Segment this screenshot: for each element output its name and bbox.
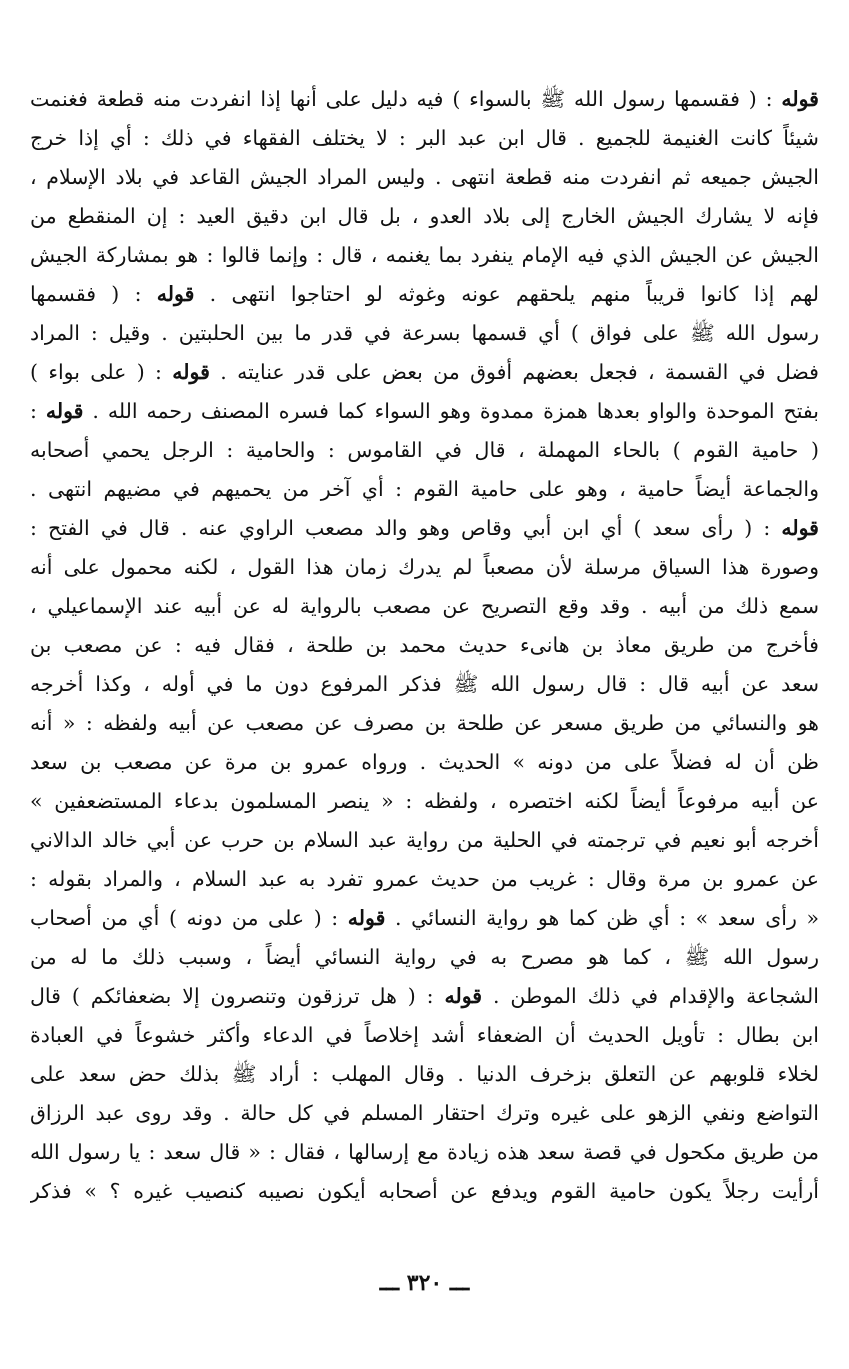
text-segment: عن أبيه مرفوعاً أيضاً لكنه اختصره ، ولفظه : « ينصر المسلمون بدعاء المستضعفين » [30, 789, 819, 813]
text-segment: فضل في القسمة ، فجعل بعضهم أفوق من بعض على قدر عنايته . [209, 360, 819, 384]
text-line [30, 1133, 819, 1172]
text-segment: من طريق مكحول في قصة سعد هذه زيادة مع إرسالها ، فقال : « قال سعد : يا رسول الله [30, 1140, 819, 1164]
text-line [30, 470, 819, 509]
text-segment: : ( رأى سعد ) أي ابن أبي وقاص وهو والد مصعب الراوي عنه . قال في الفتح : [30, 516, 782, 540]
text-line [30, 821, 819, 860]
text-line [30, 1055, 819, 1094]
text-line [30, 626, 819, 665]
text-segment: لهم إذا كانوا قريباً منهم يلحقهم عونه وغوثه لو احتاجوا انتهى . [194, 282, 819, 306]
text-line [30, 119, 819, 158]
text-line [30, 431, 819, 470]
text-segment: ظن أن له فضلاً على من دونه » الحديث . ورواه عمرو بن مرة عن مصعب بن سعد [30, 750, 819, 774]
text-segment: : ( على بواء ) [30, 360, 173, 384]
text-line [30, 197, 819, 236]
text-line [30, 158, 819, 197]
text-line [30, 782, 819, 821]
text-line [30, 392, 819, 431]
text-segment: ابن بطال : تأويل الحديث أن الضعفاء أشد إخلاصاً في الدعاء وأكثر خشوعاً في العبادة [30, 1023, 819, 1047]
text-segment: ( حامية القوم ) بالحاء المهملة ، قال في القاموس : والحامية : الرجل يحمي أصحابه [30, 438, 819, 462]
text-segment: رسول الله ﷺ على فواق ) أي قسمها بسرعة في قدر ما بين الحلبتين . وقيل : المراد [30, 321, 819, 345]
keyword-qawluhu: قوله [156, 282, 195, 306]
text-line [30, 1016, 819, 1055]
text-line [30, 665, 819, 704]
text-segment: سعد عن أبيه قال : قال رسول الله ﷺ فذكر المرفوع دون ما في أوله ، وكذا أخرجه [30, 672, 819, 696]
text-line [30, 80, 819, 119]
text-segment: رسول الله ﷺ ، كما هو مصرح به في رواية النسائي أيضاً ، وسبب ذلك ما له من [30, 945, 819, 969]
text-line [30, 509, 819, 548]
text-segment: « رأى سعد » : أي ظن كما هو رواية النسائي . [385, 906, 819, 930]
text-segment: أرأيت رجلاً يكون حامية القوم ويدفع عن أصحابه أيكون نصيبه كنصيب غيره ؟ » فذكر [30, 1179, 819, 1203]
text-line [30, 977, 819, 1016]
text-line [30, 860, 819, 899]
text-segment: فإنه لا يشارك الجيش الخارج إلى بلاد العدو ، بل قال ابن دقيق العيد : إن المنقطع من [30, 204, 819, 228]
keyword-qawluhu: قوله [347, 906, 386, 930]
text-line [30, 353, 819, 392]
text-line [30, 275, 819, 314]
text-segment: عن عمرو بن مرة وقال : غريب من حديث عمرو تفرد به عبد السلام ، والمراد بقوله : [30, 867, 819, 891]
text-segment: شيئاً كانت الغنيمة للجميع . قال ابن عبد البر : لا يختلف الفقهاء في ذلك : أي إذا خرج [30, 126, 819, 150]
text-segment: فأخرج من طريق معاذ بن هانىء حديث محمد بن طلحة ، فقال فيه : عن مصعب بن [30, 633, 819, 657]
text-line [30, 548, 819, 587]
text-segment: الجيش عن الجيش الذي فيه الإمام ينفرد بما يغنمه ، قال : وإنما قالوا : هو بمشاركة الجيش [30, 243, 819, 267]
body-text [30, 80, 819, 1211]
text-segment: : ( فقسمها رسول الله ﷺ بالسواء ) فيه دليل على أنها إذا انفردت منه قطعة فغنمت [30, 87, 782, 111]
text-segment: بفتح الموحدة والواو بعدها همزة ممدوة وهو السواء كما فسره المصنف رحمه الله . [83, 399, 819, 423]
text-line [30, 587, 819, 626]
page-number: ـــ ٣٢٠ ـــ [379, 1270, 470, 1296]
text-segment: هو والنسائي من طريق مسعر عن طلحة بن مصرف عن مصعب عن أبيه ولفظه : « أنه [30, 711, 819, 735]
keyword-qawluhu: قوله [444, 984, 483, 1008]
text-line [30, 899, 819, 938]
keyword-qawluhu: قوله [781, 516, 819, 540]
text-line [30, 704, 819, 743]
text-segment: والجماعة أيضاً حامية ، وهو على حامية القوم : أي آخر من يحميهم في مضيهم انتهى . [30, 477, 819, 501]
text-segment: الشجاعة والإقدام في ذلك الموطن . [482, 984, 819, 1008]
text-line [30, 314, 819, 353]
text-segment: سمع ذلك من أبيه . وقد وقع التصريح عن مصعب بالرواية له عن أبيه عند الإسماعيلي ، [30, 594, 819, 618]
text-segment: : ( على من دونه ) أي من أصحاب [30, 906, 348, 930]
keyword-qawluhu: قوله [45, 399, 84, 423]
text-segment: : [30, 399, 46, 423]
text-segment: الجيش جميعه ثم انفردت منه قطعة انتهى . وليس المراد الجيش القاعد في بلاد الإسلام ، [30, 165, 819, 189]
text-segment: لخلاء قلوبهم عن التعلق بزخرف الدنيا . وقال المهلب : أراد ﷺ بذلك حض سعد على [30, 1062, 819, 1086]
text-segment: التواضع ونفي الزهو على غيره وترك احتقار المسلم في كل حالة . وقد روى عبد الرزاق [30, 1101, 819, 1125]
text-segment: أخرجه أبو نعيم في ترجمته في الحلية من رواية عبد السلام بن حرب عن أبي خالد الدالاني [30, 828, 819, 852]
keyword-qawluhu: قوله [172, 360, 210, 384]
text-line [30, 236, 819, 275]
text-segment: : ( هل ترزقون وتنصرون إلا بضعفائكم ) قال [30, 984, 445, 1008]
text-line [30, 1172, 819, 1211]
text-line [30, 1094, 819, 1133]
text-segment: : ( فقسمها [30, 282, 157, 306]
text-line [30, 743, 819, 782]
text-segment: وصورة هذا السياق مرسلة لأن مصعباً لم يدرك زمان هذا القول ، لكنه محمول على أنه [30, 555, 819, 579]
keyword-qawluhu: قوله [781, 87, 819, 111]
text-line [30, 938, 819, 977]
